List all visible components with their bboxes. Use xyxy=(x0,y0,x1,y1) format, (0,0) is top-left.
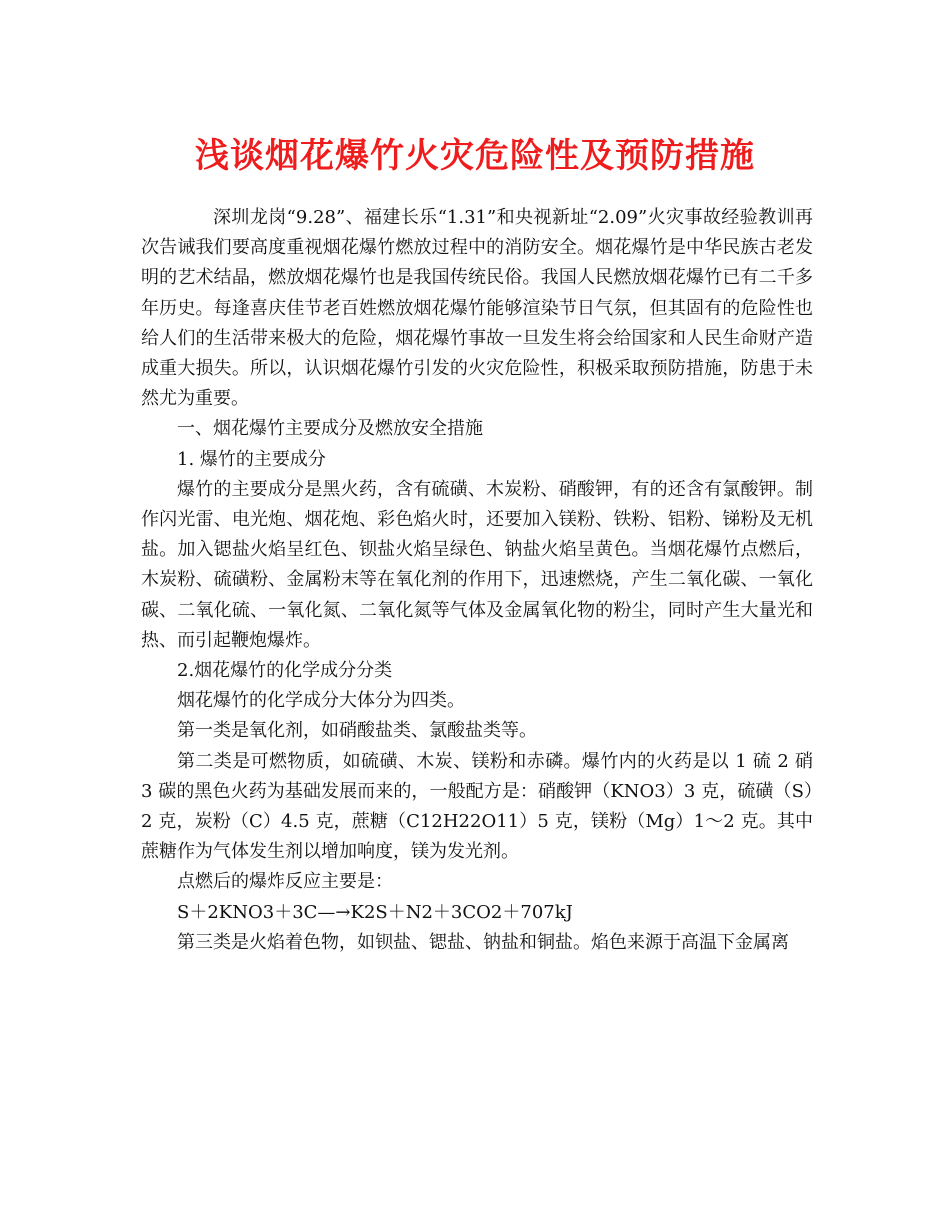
paragraph-main-components: 爆竹的主要成分是黑火药，含有硫磺、木炭粉、硝酸钾，有的还含有氯酸钾。制作闪光雷、电光炮、烟花炮、彩色焰火时，还要加入镁粉、铁粉、铝粉、锑粉及无机盐。加入锶盐火焰呈红色、钡盐火焰呈绿色、钠盐火焰呈黄色。当烟花爆竹点燃后，木炭粉、硫磺粉、金属粉末等在氧化剂的作用下，迅速燃烧，产生二氧化碳、一氧化碳、二氧化硫、一氧化氮、二氧化氮等气体及金属氧化物的粉尘，同时产生大量光和热、而引起鞭炮爆炸。 xyxy=(141,478,813,651)
document-body xyxy=(141,203,813,958)
paragraph-four-types: 烟花爆竹的化学成分大体分为四类。 xyxy=(177,690,465,712)
paragraph-type-two: 第二类是可燃物质，如硫磺、木炭、镁粉和赤磷。爆竹内的火药是以 1 硫 2 硝 3 碳的黑色火药为基础发展而来的，一般配方是：硝酸钾（KNO3）3 克，硫磺（S）2 克，炭粉（C）4.5 克，蔗糖（C12H22O11）5 克，镁粉（Mg）1～2 克。其中蔗糖作为气体发生剂以增加响度，镁为发光剂。 xyxy=(141,750,813,863)
paragraph-intro: 深圳龙岗“9.28”、福建长乐“1.31”和央视新址“2.09”火灾事故经验教训再次告诫我们要高度重视烟花爆竹燃放过程中的消防安全。烟花爆竹是中华民族古老发明的艺术结晶，燃放烟花爆竹也是我国传统民俗。我国人民燃放烟花爆竹已有二千多年历史。每逢喜庆佳节老百姓燃放烟花爆竹能够渲染节日气氛，但其固有的危险性也给人们的生活带来极大的危险，烟花爆竹事故一旦发生将会给国家和人民生命财产造成重大损失。所以，认识烟花爆竹引发的火灾危险性，积极采取预防措施，防患于未然尤为重要。 xyxy=(141,207,813,410)
paragraph-type-three: 第三类是火焰着色物，如钡盐、锶盐、钠盐和铜盐。焰色来源于高温下金属离 xyxy=(177,931,789,953)
section-heading-1: 一、烟花爆竹主要成分及燃放安全措施 xyxy=(177,418,483,440)
document-title: 浅谈烟花爆竹火灾危险性及预防措施 xyxy=(195,136,755,176)
subheading-2: 2.烟花爆竹的化学成分分类 xyxy=(177,660,393,682)
paragraph-type-one: 第一类是氧化剂，如硝酸盐类、氯酸盐类等。 xyxy=(177,720,537,742)
chemical-equation: S＋2KNO3＋3C—→K2S＋N2＋3CO2＋707kJ xyxy=(177,901,573,923)
subheading-1: 1. 爆竹的主要成分 xyxy=(177,448,326,470)
paragraph-reaction-intro: 点燃后的爆炸反应主要是： xyxy=(177,871,393,893)
